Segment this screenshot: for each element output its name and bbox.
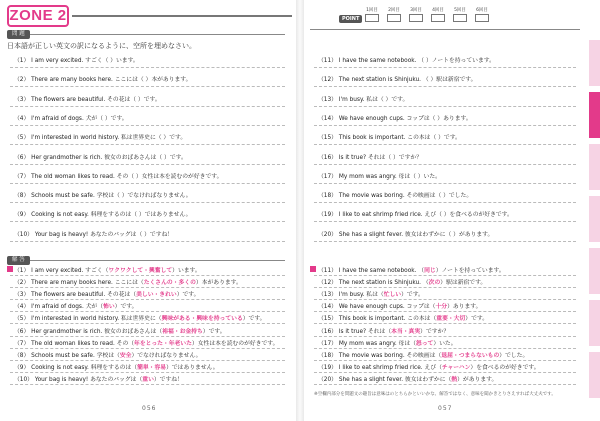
exercise-label: 問 題: [7, 30, 30, 39]
exercise-text: Is it true? それは（ ）ですか？: [338, 154, 422, 161]
exercise-row: [318, 152, 422, 161]
exercise-text: I am very excited. すごく（ ）います。: [31, 58, 139, 64]
item-number: （4）: [14, 115, 30, 122]
answer-text: 裕福・お金持ち: [162, 328, 203, 335]
row-divider: [10, 106, 285, 107]
answer-suffix: ）ではありません。: [166, 364, 219, 371]
answer-text: 安全: [119, 352, 132, 359]
exercise-row: [318, 229, 493, 238]
answer-suffix: ）です。: [202, 328, 226, 335]
row-divider: [10, 221, 285, 222]
exercise-text: We have enough cups. コップは（ ）あります。: [338, 115, 472, 122]
checkbox[interactable]: [475, 14, 489, 22]
answer-row: [318, 277, 486, 286]
answer-suffix: ）です。: [401, 292, 424, 299]
page-number-right: 057: [438, 405, 453, 412]
answer-row: [14, 338, 278, 347]
answer-text: 重要・大切: [436, 316, 466, 323]
answer-suffix: ）を食べるのが好きです。: [470, 364, 540, 371]
side-tab[interactable]: [589, 40, 600, 86]
exercise-row: [14, 132, 186, 141]
side-tab[interactable]: [589, 352, 600, 398]
row-divider: [314, 86, 576, 87]
answer-row: [318, 326, 449, 335]
check-label: 6回目: [476, 8, 488, 13]
answer-suffix: ）ノートを持っています。: [435, 268, 505, 274]
answer-prefix: She has a slight fever. 彼女はわずかに（: [338, 376, 452, 383]
row-divider: [10, 183, 285, 184]
exercise-row: [318, 74, 476, 83]
exercise-row: [318, 171, 441, 180]
answer-prefix: I'm interested in world history. 私は世界史に（: [31, 316, 162, 323]
exercise-row: [14, 209, 191, 218]
answer-text: 興味がある・興味を持っている: [161, 316, 243, 323]
answer-text: 簡単・容易: [137, 364, 167, 371]
answer-row: [14, 277, 242, 286]
checkbox[interactable]: [409, 14, 423, 22]
item-number: （17）: [318, 340, 337, 347]
check-label: 4回目: [432, 8, 444, 13]
side-tab[interactable]: [589, 248, 600, 294]
zone-badge: ZONE 2: [7, 5, 69, 27]
item-number: （17）: [318, 173, 337, 180]
answer-prefix: I am very excited. すごく（: [31, 268, 109, 274]
answer-prefix: Is it true? それは（: [338, 328, 392, 335]
answer-prefix: Schools must be safe. 学校は（: [31, 352, 120, 359]
check-label: 5回目: [454, 8, 466, 13]
answer-text: 忙しい: [383, 292, 402, 299]
answer-suffix: ）女性は本を読むのが好きです。: [191, 340, 279, 347]
exercise-text: The next station is Shinjuku. （ ）駅は新宿です。: [338, 77, 477, 84]
instruction-text: 日本語が正しい英文の訳になるように、空所を埋めなさい。: [7, 42, 196, 50]
answer-text: 美しい・きれい: [136, 292, 177, 299]
row-divider: [314, 287, 576, 288]
answer-prefix: Her grandmother is rich. 彼女のおばあさんは（: [31, 328, 163, 335]
check-label: 2回目: [388, 8, 400, 13]
answer-prefix: The next station is Shinjuku. （: [338, 280, 429, 287]
item-number: （16）: [318, 154, 337, 161]
row-divider: [314, 202, 576, 203]
row-divider: [314, 311, 576, 312]
row-divider: [314, 372, 576, 373]
row-divider: [10, 164, 285, 165]
exercise-row: [318, 132, 461, 141]
row-divider: [314, 144, 576, 145]
item-number: （1）: [14, 268, 30, 274]
exercise-row: [318, 113, 472, 122]
row-divider: [314, 323, 576, 324]
exercise-text: My mom was angry. 母は（ ）いた。: [338, 173, 441, 180]
item-number: （18）: [318, 352, 337, 359]
row-divider: [314, 275, 576, 276]
row-divider: [314, 164, 576, 165]
answer-marker: [7, 266, 13, 272]
check-2[interactable]: [384, 8, 404, 23]
answer-suffix: ）本があります。: [195, 280, 242, 287]
answer-prefix: I'm afraid of dogs. 犬が（: [31, 304, 104, 311]
exercise-text: Cooking is not easy. 料理をするのは（ ）ではありません。: [31, 212, 192, 219]
row-divider: [10, 144, 285, 145]
item-number: （9）: [14, 212, 30, 219]
checkbox[interactable]: [431, 14, 445, 22]
side-tab-active[interactable]: [589, 92, 600, 138]
exercise-row: [318, 190, 472, 199]
row-divider: [10, 125, 285, 126]
side-tabs: [588, 40, 600, 400]
answer-text: 本当・真実: [391, 328, 421, 335]
review-checklist: [362, 8, 492, 23]
exercise-row: [14, 190, 192, 199]
row-divider: [10, 360, 285, 361]
row-divider: [314, 67, 576, 68]
point-badge: POINT: [339, 15, 362, 23]
answer-text: 退屈・つまらないもの: [441, 352, 500, 359]
answer-prefix: I like to eat shrimp fried rice. えび（: [338, 364, 442, 371]
answer-row: [14, 374, 183, 383]
side-tab[interactable]: [589, 144, 600, 190]
answer-row: [14, 289, 199, 298]
header-rule: [72, 15, 292, 17]
answer-prefix: The flowers are beautiful. その花は（: [31, 292, 137, 299]
answer-suffix: ）ですか？: [420, 328, 450, 335]
item-number: （4）: [14, 304, 30, 311]
answer-text: 次の: [428, 280, 441, 287]
item-number: （2）: [14, 280, 30, 287]
exercise-text: I have the same notebook. （ ）ノートを持っています。: [338, 58, 495, 64]
answer-suffix: ）でなければなりません。: [131, 352, 202, 359]
row-divider: [314, 299, 576, 300]
page-number-left: 056: [142, 405, 157, 412]
item-number: （5）: [14, 316, 30, 323]
exercise-text: The old woman likes to read. その（ ）女性は本を読むのが好きです。: [31, 173, 223, 180]
answer-row: [318, 289, 424, 298]
answer-prefix: The movie was boring. その映画は（: [338, 352, 442, 359]
item-number: （18）: [318, 193, 337, 200]
check-4[interactable]: [428, 8, 448, 23]
row-divider: [10, 86, 285, 87]
item-number: （15）: [318, 135, 337, 142]
book-gutter: [296, 0, 304, 421]
row-divider: [10, 311, 285, 312]
exercise-text: Your bag is heavy! あなたのバッグは（ ）ですね！: [34, 231, 174, 238]
answer-label-rule: [30, 260, 285, 261]
answer-prefix: My mom was angry. 母は（: [338, 340, 416, 347]
check-label: 3回目: [410, 8, 422, 13]
answer-suffix: ）駅は新宿です。: [440, 280, 487, 287]
item-number: （15）: [318, 316, 337, 323]
item-number: （9）: [14, 364, 30, 371]
answer-prefix: I have the same notebook. （: [338, 268, 425, 274]
header-rule-right: [310, 29, 580, 30]
item-number: （3）: [14, 96, 30, 103]
item-number: （7）: [14, 340, 30, 347]
row-divider: [10, 299, 285, 300]
answer-row: [318, 338, 457, 347]
row-divider: [10, 275, 285, 276]
row-divider: [314, 348, 576, 349]
answer-row: [318, 350, 528, 359]
answer-suffix: ）です。: [465, 316, 489, 323]
answer-suffix: ）ですね！: [153, 376, 183, 383]
row-divider: [10, 323, 285, 324]
answer-prefix: This book is important. この本は（: [338, 316, 437, 323]
exercise-label-rule: [30, 34, 285, 35]
row-divider: [10, 384, 285, 385]
exercise-text: Her grandmother is rich. 彼女のおばあさんは（ ）です。: [31, 154, 187, 161]
item-number: （5）: [14, 135, 30, 142]
answer-row: [318, 362, 540, 371]
exercise-text: There are many books here. ここには（ ）本があります。: [31, 77, 192, 84]
row-divider: [314, 106, 576, 107]
item-number: （16）: [318, 328, 337, 335]
check-6[interactable]: [472, 8, 492, 23]
answer-prefix: We have enough cups. コップは（: [338, 304, 436, 311]
answer-suffix: ）です。: [242, 316, 266, 323]
answer-text: チャーハン: [441, 364, 471, 371]
exercise-row: [14, 152, 187, 161]
checkbox[interactable]: [365, 14, 379, 22]
row-divider: [10, 67, 285, 68]
answer-suffix: ）あります。: [447, 304, 482, 311]
item-number: （12）: [318, 280, 337, 287]
answer-suffix: ）でした。: [499, 352, 529, 359]
answer-marker-right: [310, 266, 316, 272]
row-divider: [314, 183, 576, 184]
item-number: （8）: [14, 193, 30, 200]
row-divider: [314, 384, 576, 385]
exercise-row: [14, 171, 222, 180]
answer-row: [14, 350, 201, 359]
answer-text: たくさんの・多くの: [143, 280, 196, 287]
answer-text: 怖い: [103, 304, 115, 311]
answer-suffix: ）です。: [176, 292, 200, 299]
exercise-row: [14, 74, 191, 83]
answer-prefix: There are many books here. ここには（: [31, 280, 144, 287]
item-number: （20）: [318, 231, 337, 238]
left-page: [0, 0, 296, 421]
row-divider: [314, 125, 576, 126]
exercise-text: The movie was boring. その映画は（ ）でした。: [338, 193, 473, 200]
right-page: [304, 0, 600, 421]
exercise-row: [318, 55, 495, 64]
exercise-text: I like to eat shrimp fried rice. えび（ ）を食べるのが好きです。: [338, 212, 513, 219]
answer-row: [14, 265, 201, 274]
answer-prefix: Your bag is heavy! あなたのバッグは（: [34, 376, 143, 383]
exercise-row: [14, 113, 128, 122]
answer-text: 怒って: [415, 340, 434, 347]
answer-row: [14, 301, 137, 310]
row-divider: [10, 348, 285, 349]
answer-suffix: ）です。: [114, 304, 138, 311]
checkbox[interactable]: [387, 14, 401, 22]
side-tab[interactable]: [589, 196, 600, 242]
item-number: （12）: [318, 77, 337, 84]
item-number: （19）: [318, 212, 337, 219]
exercise-text: This book is important. この本は（ ）です。: [338, 135, 461, 142]
exercise-text: I'm afraid of dogs. 犬が（ ）です。: [31, 115, 128, 122]
answer-prefix: The old woman likes to read. その（: [31, 340, 135, 347]
exercise-text: I'm busy. 私は（ ）です。: [338, 96, 409, 103]
exercise-row: [14, 94, 161, 103]
item-number: （13）: [318, 292, 337, 299]
item-number: （10）: [14, 231, 33, 238]
item-number: （2）: [14, 77, 30, 84]
footnote: ※空欄内部分を問題文の趣旨は意味はのとちらかといいかな、解答ではなく、意味を聞かきとりさえすれば大丈夫です。: [314, 392, 556, 397]
item-number: （7）: [14, 173, 30, 180]
item-number: （1）: [14, 58, 30, 64]
item-number: （6）: [14, 328, 30, 335]
answer-label: 解 答: [7, 256, 30, 265]
check-label: 1回目: [366, 8, 378, 13]
answer-text: 十分: [435, 304, 448, 311]
answer-text: 熱: [451, 376, 458, 383]
item-number: （6）: [14, 154, 30, 161]
exercise-row: [318, 209, 513, 218]
row-divider: [314, 221, 576, 222]
answer-suffix: ）があります。: [457, 376, 498, 383]
check-5[interactable]: [450, 8, 470, 23]
exercise-row: [14, 229, 173, 238]
exercise-text: I'm interested in world history. 私は世界史に（ ）です。: [31, 135, 187, 142]
answer-row: [14, 326, 226, 335]
item-number: （14）: [318, 115, 337, 122]
answer-row: [318, 313, 488, 322]
answer-suffix: ）いた。: [433, 340, 457, 347]
exercise-row: [14, 55, 139, 64]
row-divider: [10, 372, 285, 373]
answer-row: [14, 313, 265, 322]
row-divider: [10, 336, 285, 337]
answer-text: 同じ: [424, 268, 436, 274]
answer-row: [318, 374, 497, 383]
answer-prefix: Cooking is not easy. 料理をするのは（: [31, 364, 138, 371]
item-number: （20）: [318, 376, 337, 383]
answer-prefix: I'm busy. 私は（: [338, 292, 384, 299]
answer-text: ワクワクして・興奮して: [108, 268, 173, 274]
row-divider: [314, 336, 576, 337]
row-divider: [10, 287, 285, 288]
answer-text: 年をとった・年老いた: [134, 340, 192, 347]
row-divider: [10, 202, 285, 203]
exercise-text: She has a slight fever. 彼女はわずかに（ ）があります。: [338, 231, 494, 238]
check-1[interactable]: [362, 8, 382, 23]
item-number: （13）: [318, 96, 337, 103]
row-divider: [314, 360, 576, 361]
item-number: （8）: [14, 352, 30, 359]
check-3[interactable]: [406, 8, 426, 23]
item-number: （11）: [318, 58, 337, 64]
item-number: （14）: [318, 304, 337, 311]
exercise-text: Schools must be safe. 学校は（ ）でなければなりません。: [31, 193, 192, 200]
exercise-row: [318, 94, 408, 103]
item-number: （19）: [318, 364, 337, 371]
side-tab[interactable]: [589, 300, 600, 346]
row-divider: [10, 241, 285, 242]
item-number: （11）: [318, 268, 337, 274]
checkbox[interactable]: [453, 14, 467, 22]
item-number: （3）: [14, 292, 30, 299]
answer-text: 重い: [142, 376, 154, 383]
row-divider: [314, 241, 576, 242]
item-number: （10）: [14, 376, 33, 383]
exercise-text: The flowers are beautiful. その花は（ ）です。: [31, 96, 161, 103]
answer-row: [14, 362, 219, 371]
answer-suffix: ）います。: [172, 268, 201, 274]
answer-row: [318, 265, 505, 274]
answer-row: [318, 301, 481, 310]
